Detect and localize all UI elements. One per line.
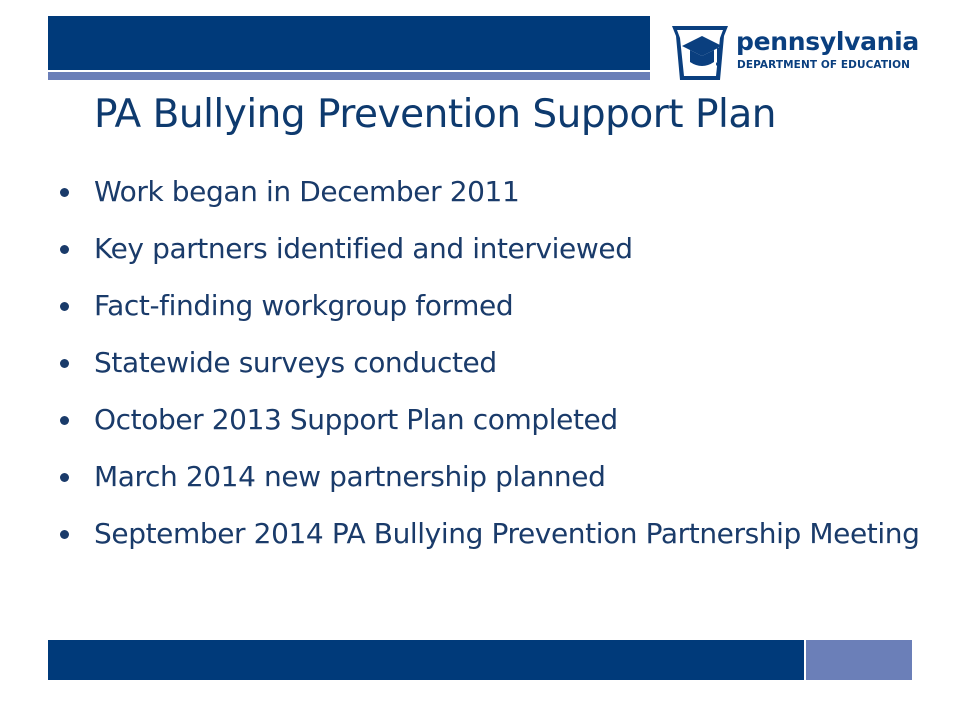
bullet-dot-icon — [60, 245, 69, 254]
bullet-item — [60, 459, 920, 495]
logo-wordmark: pennsylvania — [736, 27, 919, 56]
bullet-list — [60, 174, 920, 573]
bullet-dot-icon — [60, 416, 69, 425]
bullet-item — [60, 345, 920, 381]
slide-title: PA Bullying Prevention Support Plan — [94, 92, 776, 137]
top-banner-stripe — [48, 72, 650, 80]
bullet-dot-icon — [60, 302, 69, 311]
bullet-dot-icon — [60, 188, 69, 197]
bullet-item — [60, 174, 920, 210]
bullet-text: Fact-finding workgroup formed — [94, 289, 514, 322]
bottom-banner-accent — [806, 640, 912, 680]
bullet-text: Work began in December 2011 — [94, 175, 520, 208]
logo-subtitle: DEPARTMENT OF EDUCATION — [737, 59, 911, 71]
bullet-text: March 2014 new partnership planned — [94, 460, 606, 493]
pa-education-logo — [668, 22, 918, 86]
bullet-item — [60, 288, 920, 324]
bullet-dot-icon — [60, 530, 69, 539]
bullet-item — [60, 516, 920, 552]
bullet-text: October 2013 Support Plan completed — [94, 403, 618, 436]
bullet-text: Statewide surveys conducted — [94, 346, 497, 379]
bullet-dot-icon — [60, 473, 69, 482]
keystone-graduation-cap-icon — [668, 22, 732, 86]
bottom-banner — [48, 640, 804, 680]
bullet-text: Key partners identified and interviewed — [94, 232, 633, 265]
bullet-text: September 2014 PA Bullying Prevention Partnership Meeting — [94, 517, 920, 550]
bullet-dot-icon — [60, 359, 69, 368]
bullet-item — [60, 402, 920, 438]
bullet-item — [60, 231, 920, 267]
top-banner — [48, 16, 650, 70]
